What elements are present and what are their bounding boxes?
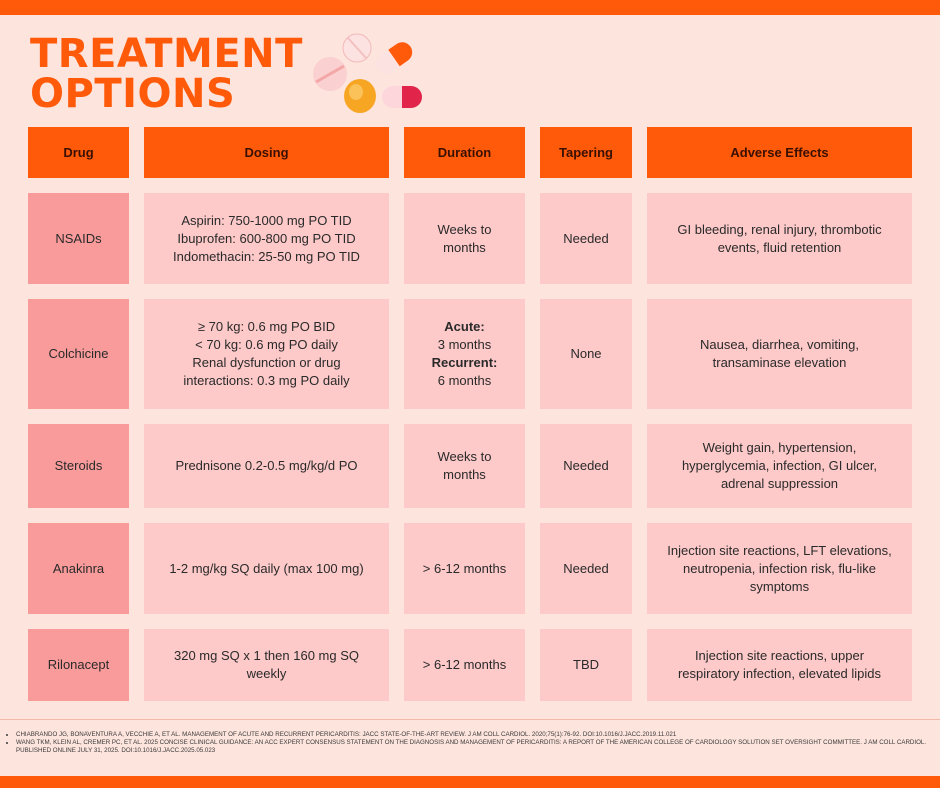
adverse-cell-anakinra: [647, 523, 912, 614]
adverse-line: respiratory infection, elevated lipids: [677, 666, 882, 681]
adverse-line: symptoms: [749, 578, 810, 594]
dosing-cell-rilonacept: [144, 629, 389, 701]
header-drug: Drug: [28, 127, 129, 178]
tapering-cell-nsaids: Needed: [540, 193, 632, 284]
header-tapering: Tapering: [540, 127, 632, 178]
dosing-line: weekly: [246, 666, 287, 681]
duration-acute-value: 3 months: [437, 337, 492, 352]
duration-cell-anakinra: [404, 523, 525, 614]
dosing-cell-nsaids: [144, 193, 389, 284]
adverse-cell-rilonacept: [647, 629, 912, 701]
dosing-line: ≥ 70 kg: 0.6 mg PO BID: [197, 319, 336, 334]
adverse-line: neutropenia, infection risk, flu-like: [683, 560, 876, 576]
adverse-cell-steroids: [647, 424, 912, 508]
drug-cell-rilonacept: Rilonacept: [28, 629, 129, 701]
duration-cell-steroids: [404, 424, 525, 508]
duration-cell-rilonacept: [404, 629, 525, 701]
adverse-cell-colchicine: [647, 299, 912, 409]
header-duration: Duration: [404, 127, 525, 178]
tapering-cell-rilonacept: TBD: [540, 629, 632, 701]
top-accent-bar: [0, 0, 940, 15]
tapering-cell-anakinra: Needed: [540, 523, 632, 614]
dosing-line: interactions: 0.3 mg PO daily: [183, 373, 350, 388]
dosing-line: < 70 kg: 0.6 mg PO daily: [195, 337, 338, 352]
reference-item: • CHIABRANDO JG, BONAVENTURA A, VECCHIE A, ET AL. MANAGEMENT OF ACUTE AND RECURRENT PERICARDITIS: JACC STATE-OF-THE-ART REVIEW. J AM COLL CARDIOL. 2020;75(1):76-92. DOI:10.1016/J.JACC.2019.11.021: [16, 731, 936, 739]
duration-line: > 6-12 months: [422, 560, 507, 576]
adverse-line: Weight gain, hypertension,: [702, 440, 857, 455]
header-dosing: Dosing: [144, 127, 389, 178]
adverse-line: events, fluid retention: [717, 239, 842, 255]
page-title: TREATMENT OPTIONS: [30, 31, 303, 117]
references-list: [0, 731, 936, 755]
duration-line: Weeks to: [437, 221, 492, 237]
drug-cell-nsaids: NSAIDs: [28, 193, 129, 284]
references-footer: [0, 719, 940, 776]
adverse-line: adrenal suppression: [720, 476, 839, 491]
dosing-line: 1-2 mg/kg SQ daily (max 100 mg): [169, 560, 364, 576]
adverse-line: Injection site reactions, upper: [694, 648, 865, 663]
adverse-cell-nsaids: [647, 193, 912, 284]
dosing-cell-colchicine: [144, 299, 389, 409]
duration-cell-colchicine: [404, 299, 525, 409]
duration-line: months: [443, 467, 486, 482]
dosing-line: Prednisone 0.2-0.5 mg/kg/d PO: [175, 458, 358, 473]
duration-line: Weeks to: [437, 449, 492, 464]
drug-cell-anakinra: Anakinra: [28, 523, 129, 614]
adverse-line: Nausea, diarrhea, vomiting,: [700, 337, 859, 352]
header-adverse-effects: Adverse Effects: [647, 127, 912, 178]
dosing-cell-steroids: [144, 424, 389, 508]
bottom-accent-bar: [0, 776, 940, 788]
dosing-cell-anakinra: [144, 523, 389, 614]
adverse-line: Injection site reactions, LFT elevations,: [667, 542, 892, 558]
tapering-cell-steroids: Needed: [540, 424, 632, 508]
dosing-line: Indomethacin: 25-50 mg PO TID: [173, 248, 360, 264]
duration-line: > 6-12 months: [422, 657, 507, 672]
adverse-line: hyperglycemia, infection, GI ulcer,: [681, 458, 878, 473]
dosing-line: Ibuprofen: 600-800 mg PO TID: [177, 230, 356, 246]
duration-recurrent-value: 6 months: [437, 373, 492, 388]
duration-acute-label: Acute:: [444, 319, 485, 334]
drug-cell-colchicine: Colchicine: [28, 299, 129, 409]
adverse-line: transaminase elevation: [712, 355, 847, 370]
duration-cell-nsaids: [404, 193, 525, 284]
duration-line: months: [443, 239, 486, 255]
dosing-line: 320 mg SQ x 1 then 160 mg SQ: [174, 648, 359, 663]
tapering-cell-colchicine: None: [540, 299, 632, 409]
adverse-line: GI bleeding, renal injury, thrombotic: [677, 221, 882, 237]
duration-recurrent-label: Recurrent:: [431, 355, 498, 370]
pills-capsules-icon: [302, 26, 432, 116]
dosing-line: Aspirin: 750-1000 mg PO TID: [181, 212, 352, 228]
drug-cell-steroids: Steroids: [28, 424, 129, 508]
reference-item: • WANG TKM, KLEIN AL, CREMER PC, ET AL. 2025 CONCISE CLINICAL GUIDANCE: AN ACC EXPERT CONSENSUS STATEMENT ON THE DIAGNOSIS AND MANAGEMENT OF PERICARDITIS: A REPORT OF THE AMERICAN COLLEGE OF CARDIOLOGY SOLUTION SET OVERSIGHT COMMITTEE. J AM COLL CARDIOL. PUBLISHED ONLINE JULY 31, 2025. DOI:10.1016/J.JACC.2025.05.023: [16, 739, 936, 755]
dosing-line: Renal dysfunction or drug: [192, 355, 341, 370]
